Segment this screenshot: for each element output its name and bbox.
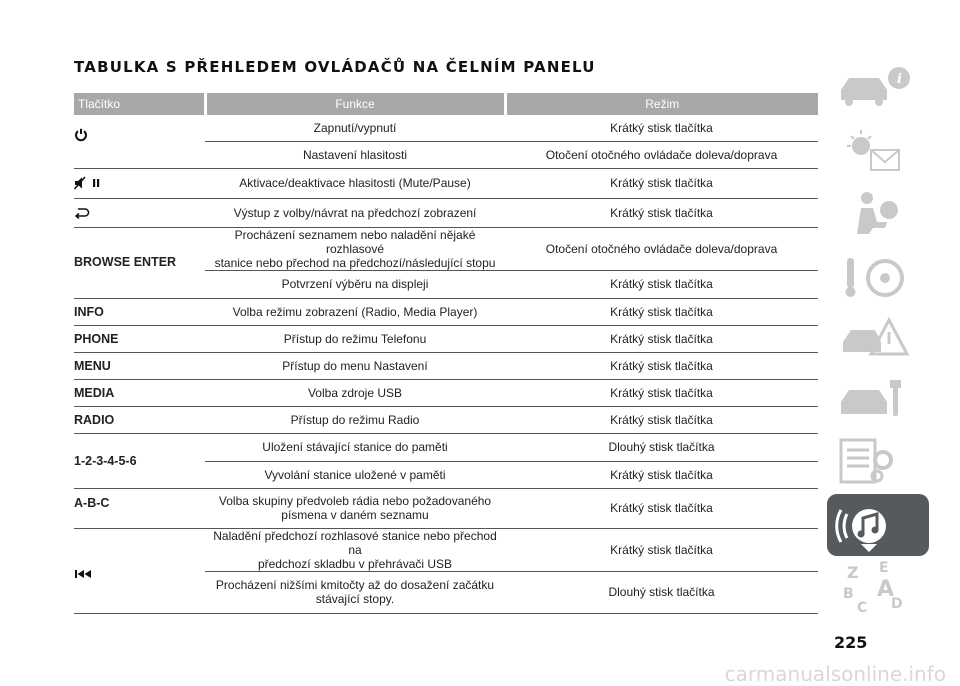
svg-text:i: i [897,72,902,87]
index-icon [827,556,929,618]
function-cell: Uložení stávající stanice do paměti [205,433,505,461]
warning-lights-icon [827,120,929,182]
function-cell: Procházení seznamem nebo naladění nějaké rozhlasové stanice nebo přechod na předchozí/následující stopu [205,227,505,270]
button-cell-phone: PHONE [74,325,205,352]
button-cell-mute [74,168,205,198]
button-cell-abc: A-B-C [74,488,205,528]
button-cell-menu: MENU [74,352,205,379]
multimedia-icon [827,494,929,556]
power-icon [74,128,88,142]
mode-cell: Otočení otočného ovládače doleva/doprava [505,141,818,168]
mode-cell: Krátký stisk tlačítka [505,298,818,325]
tab-warning-lights[interactable] [827,120,929,182]
function-cell: Aktivace/deaktivace hlasitosti (Mute/Pause) [205,168,505,198]
function-cell: Přístup do režimu Radio [205,406,505,433]
function-cell: Potvrzení výběru na displeji [205,270,505,298]
airbag-safety-icon [827,182,929,244]
tab-emergency[interactable] [827,306,929,368]
technical-data-icon [827,430,929,492]
table-row [74,406,818,433]
table-row [74,379,818,406]
mode-cell: Krátký stisk tlačítka [505,198,818,227]
function-cell: Procházení nižšími kmitočty až do dosažení začátku stávající stopy. [205,571,505,613]
tab-index[interactable] [827,556,929,618]
mode-cell: Krátký stisk tlačítka [505,379,818,406]
button-cell-power [74,115,205,168]
mode-cell: Dlouhý stisk tlačítka [505,571,818,613]
table-row [74,115,818,141]
button-cell-radio: RADIO [74,406,205,433]
header-button: Tlačítko [74,93,205,115]
function-cell: Volba režimu zobrazení (Radio, Media Player) [205,298,505,325]
mode-cell: Dlouhý stisk tlačítka [505,433,818,461]
button-cell-back [74,198,205,227]
mode-cell: Krátký stisk tlačítka [505,352,818,379]
svg-text:E: E [879,560,889,576]
mode-cell: Krátký stisk tlačítka [505,270,818,298]
table-row [74,352,818,379]
table-row [74,298,818,325]
function-cell: Volba skupiny předvoleb rádia nebo požadovaného písmena v daném seznamu [205,488,505,528]
table-row [74,168,818,198]
car-maintenance-icon [827,368,929,430]
mode-cell: Krátký stisk tlačítka [505,406,818,433]
function-cell: Přístup do menu Nastavení [205,352,505,379]
page-number: 225 [834,633,868,652]
emergency-icon [827,306,929,368]
function-cell: Výstup z volby/návrat na předchozí zobrazení [205,198,505,227]
tab-technical-data[interactable] [827,430,929,492]
page-title: TABULKA S PŘEHLEDEM OVLÁDAČŮ NA ČELNÍM PANELU [74,58,596,76]
button-cell-browse: BROWSE ENTER [74,227,205,298]
mode-cell: Otočení otočného ovládače doleva/doprava [505,227,818,270]
tab-multimedia[interactable] [827,494,929,556]
table-row [74,433,818,461]
table-row [74,488,818,528]
button-cell-media: MEDIA [74,379,205,406]
previous-track-icon [74,569,92,579]
tab-car-info[interactable] [827,58,929,120]
table-row [74,198,818,227]
svg-text:B: B [843,586,854,602]
function-cell: Naladění předchozí rozhlasové stanice nebo přechod na předchozí skladbu v přehrávači USB [205,528,505,571]
header-function: Funkce [205,93,505,115]
svg-text:C: C [857,600,868,616]
mode-cell: Krátký stisk tlačítka [505,461,818,488]
watermark-text: carmanualsonline.info [724,662,946,686]
watermark [0,660,960,686]
button-cell-info: INFO [74,298,205,325]
car-info-icon [827,58,929,120]
header-mode: Režim [505,93,818,115]
mode-cell: Krátký stisk tlačítka [505,325,818,352]
mode-cell: Krátký stisk tlačítka [505,488,818,528]
button-cell-presets: 1-2-3-4-5-6 [74,433,205,488]
mode-cell: Krátký stisk tlačítka [505,528,818,571]
mute-pause-icon [74,176,102,190]
function-cell: Volba zdroje USB [205,379,505,406]
function-cell: Přístup do režimu Telefonu [205,325,505,352]
table-row [74,325,818,352]
function-cell: Nastavení hlasitosti [205,141,505,168]
svg-text:D: D [891,596,903,612]
table-row [74,528,818,571]
mode-cell: Krátký stisk tlačítka [505,115,818,141]
svg-text:A: A [877,577,895,602]
tab-safety[interactable] [827,182,929,244]
back-arrow-icon [74,207,90,219]
button-cell-prev [74,528,205,613]
svg-text:Z: Z [847,563,859,582]
table-header [74,93,818,115]
function-cell: Zapnutí/vypnutí [205,115,505,141]
tab-starting-driving[interactable] [827,244,929,306]
tab-maintenance[interactable] [827,368,929,430]
mode-cell: Krátký stisk tlačítka [505,168,818,198]
steering-start-icon [827,244,929,306]
function-cell: Vyvolání stanice uložené v paměti [205,461,505,488]
table-row [74,227,818,270]
controls-table [74,93,818,614]
